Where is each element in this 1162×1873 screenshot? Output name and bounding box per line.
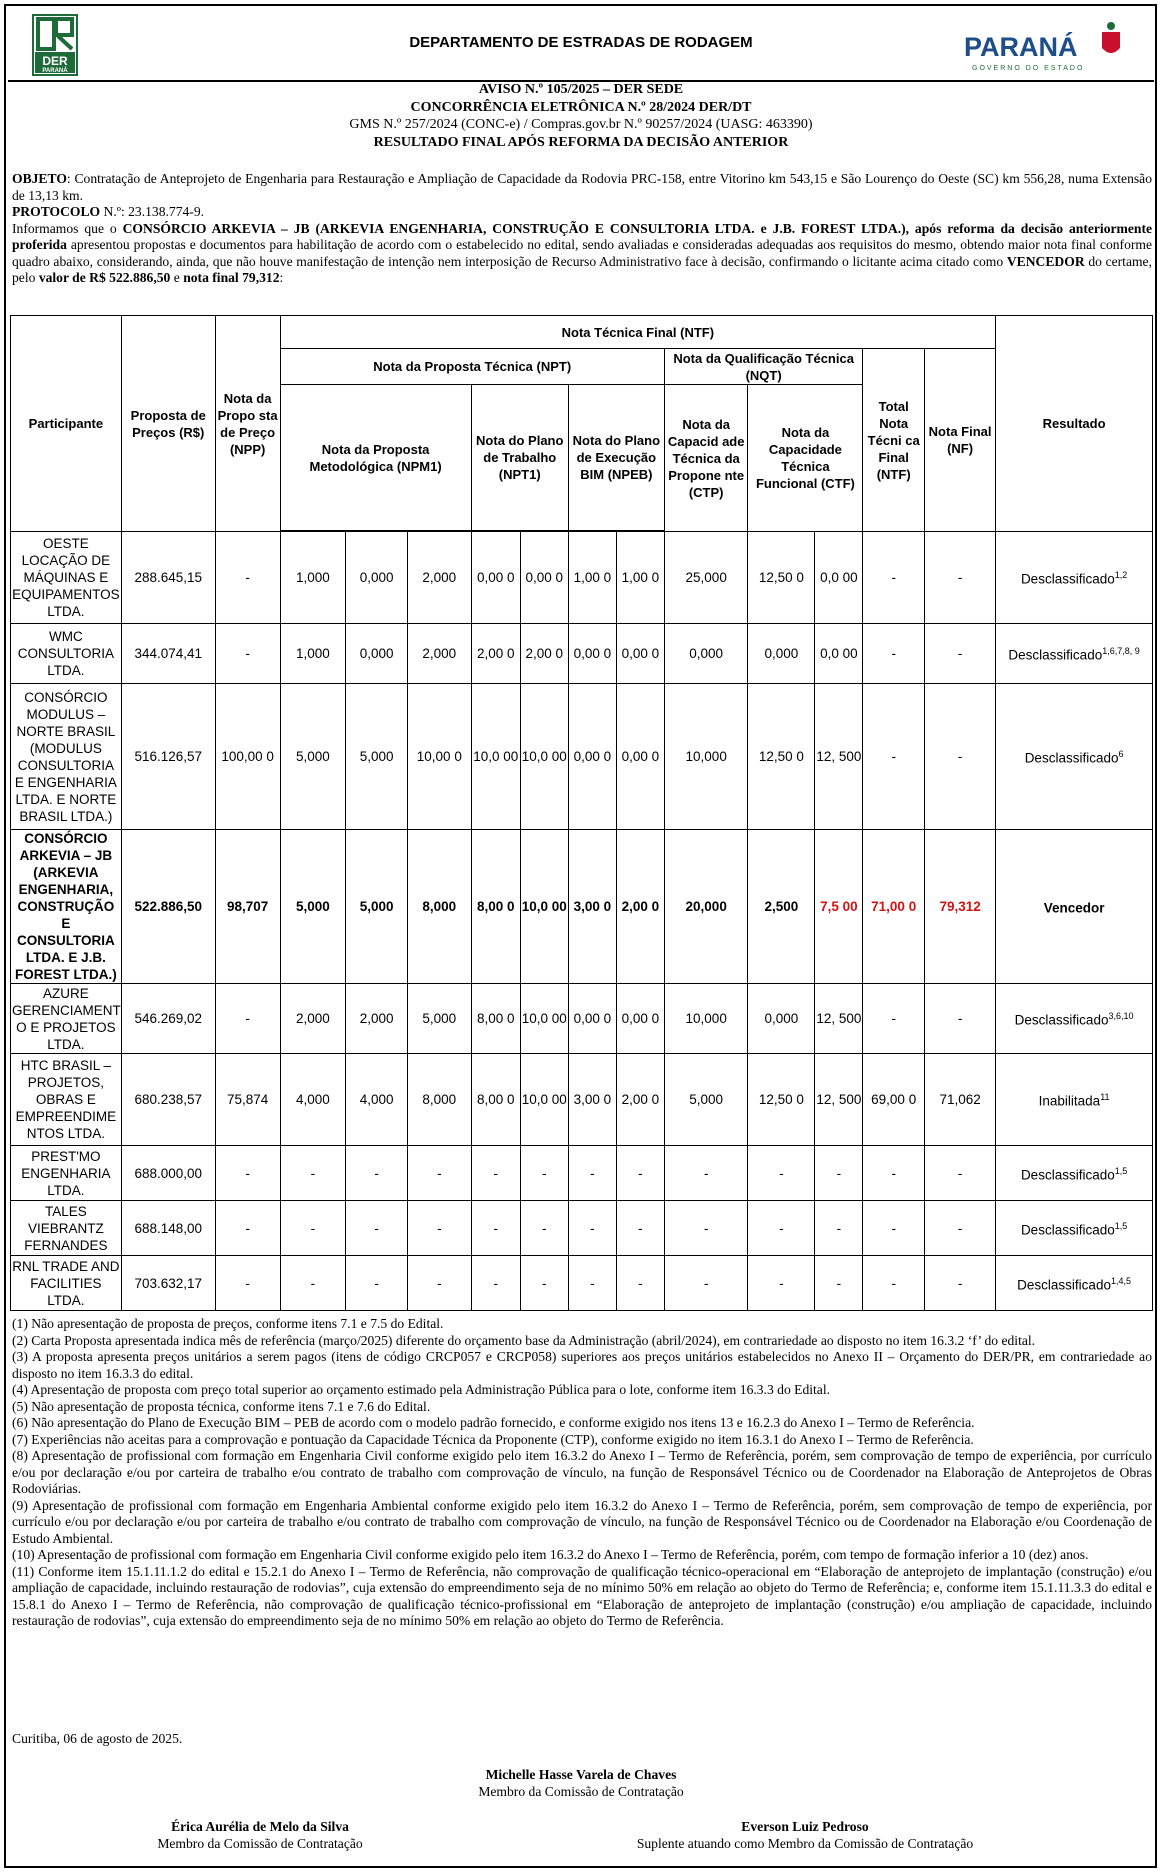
ctp-cell: 20,000 xyxy=(664,830,748,984)
npp-cell: - xyxy=(215,624,280,684)
price-cell: 522.886,50 xyxy=(121,830,215,984)
ctf-cell: 12, 500 xyxy=(815,984,863,1054)
protocolo-text: N.º: 23.138.774-9. xyxy=(100,204,205,219)
document-header xyxy=(8,8,1154,80)
table-row xyxy=(11,532,1153,624)
intro-text-part: Informamos que o xyxy=(12,220,123,236)
coat-of-arms-icon xyxy=(1102,22,1120,53)
ctp-cell: 10,000 xyxy=(664,684,748,830)
npt1-cell: 0,00 0 xyxy=(471,532,520,624)
protocolo-label: PROTOCOLO xyxy=(12,204,101,219)
npm1-cell: 5,000 xyxy=(346,684,408,830)
npm1-cell: 2,000 xyxy=(407,532,471,624)
intro-text-part: apresentou propostas e documentos para habilitação de acordo com o estabelecido no edital, sendo avaliadas e consideradas adequadas aos requisitos do mesmo, obtendo maior nota final conforme quadro abaixo, considerando, ainda, que não houve manifestação de intenção nem interposição de Recurso Administrativo face à decisão, confirmando o licitante acima citado como xyxy=(12,237,1152,269)
price-cell: 680.238,57 xyxy=(121,1054,215,1146)
notice-number: AVISO N.º 105/2025 – DER SEDE xyxy=(478,82,684,97)
footnote-ref: 1,5 xyxy=(1114,1220,1128,1231)
header-nqt-group: Nota da Qualificação Técnica (NQT) xyxy=(664,349,862,385)
npeb-cell: - xyxy=(616,1201,664,1256)
header-total-ntf: Total Nota Técni ca Final (NTF) xyxy=(863,349,925,532)
ctp-cell: - xyxy=(664,1201,748,1256)
nf-cell: - xyxy=(925,1201,996,1256)
npm1-cell: 1,000 xyxy=(280,532,346,624)
footnote: (6) Não apresentação do Plano de Execução BIM – PEB de acordo com o modelo padrão fornecido, e conforme exigido nos itens 13 e 16.2.3 do Anexo I – Termo de Referência. xyxy=(12,1415,975,1430)
npt1-cell: 10,0 00 xyxy=(520,984,568,1054)
footnote: (11) Conforme item 15.1.11.1.2 do edital e 15.2.1 do Anexo I – Termo de Referência, não comprovação de qualificação técnico-operacional em “Elaboração de anteprojeto de implantação (construção) e/ou ampliação de capacidade, incluindo restauração de rodovias”, cuja extensão do empreendimento seja de no mínimo 50% em relação ao objeto do Termo de Referência; e, conforme item 15.1.11.3.3 do edital e 15.8.1 do Anexo I – Termo de Referência, não comprovação de qualificação técnico-profissional em “Elaboração de anteprojeto de implantação (construção) e/ou ampliação de capacidade, incluindo restauração de rodovias”, cuja extensão do empreendimento seja de no mínimo 50% em relação ao objeto do Termo de Referência. xyxy=(12,1563,1152,1628)
npm1-cell: 2,000 xyxy=(280,984,346,1054)
result-paragraph xyxy=(12,221,1152,287)
npt1-cell: 8,00 0 xyxy=(471,830,520,984)
table-row xyxy=(11,684,1153,830)
npeb-cell: 0,00 0 xyxy=(616,624,664,684)
npp-cell: - xyxy=(215,1201,280,1256)
npm1-cell: 8,000 xyxy=(407,1054,471,1146)
result-label: Desclassificado xyxy=(1020,1167,1115,1183)
signatory-role: Membro da Comissão de Contratação xyxy=(157,1836,363,1851)
ctf-cell: 0,000 xyxy=(748,624,815,684)
npm1-cell: 5,000 xyxy=(280,830,346,984)
ctp-cell: - xyxy=(664,1256,748,1311)
price-cell: 344.074,41 xyxy=(121,624,215,684)
price-cell: 703.632,17 xyxy=(121,1256,215,1311)
footnote: (9) Apresentação de profissional com formação em Engenharia Ambiental conforme exigido pelo item 16.3.2 do Anexo I – Termo de Referência, porém, sem comprovação de tempo de experiência, por currículo e/ou por declaração e/ou por carteira de trabalho e/ou contrato de trabalho com comprovação de vínculo, na função de Responsável Técnico ou de Coordenador na Elaboração e/ou Coordenação de Estudo Ambiental. xyxy=(12,1497,1152,1546)
ntf-cell: - xyxy=(863,1146,925,1201)
npeb-cell: 0,00 0 xyxy=(616,984,664,1054)
parana-logo xyxy=(964,18,1124,74)
npm1-cell: 4,000 xyxy=(346,1054,408,1146)
result-label: Desclassificado xyxy=(1020,1222,1115,1238)
intro-text-part: do certame, pelo xyxy=(12,253,1152,285)
npm1-cell: - xyxy=(280,1256,346,1311)
result-cell xyxy=(996,1201,1153,1256)
footnote: (4) Apresentação de proposta com preço total superior ao orçamento estimado pela Administração Pública para o lote, conforme item 16.3.3 do Edital. xyxy=(12,1382,831,1397)
npeb-cell: 3,00 0 xyxy=(568,830,616,984)
ntf-cell: - xyxy=(863,684,925,830)
npm1-cell: - xyxy=(407,1201,471,1256)
npeb-cell: 3,00 0 xyxy=(568,1054,616,1146)
npp-cell: - xyxy=(215,1256,280,1311)
npm1-cell: 2,000 xyxy=(407,624,471,684)
result-cell xyxy=(996,1054,1153,1146)
winner-name: CONSÓRCIO ARKEVIA – JB (ARKEVIA ENGENHARIA, CONSTRUÇÃO E CONSULTORIA LTDA. e J.B. FOREST LTDA.), após reforma da decisão anteriormente proferida xyxy=(12,220,1153,252)
npt1-cell: 8,00 0 xyxy=(471,1054,520,1146)
footnote-ref: 1,4,5 xyxy=(1110,1275,1131,1286)
npt1-cell: 10,0 00 xyxy=(520,1054,568,1146)
tender-number: CONCORRÊNCIA ELETRÔNICA N.º 28/2024 DER/DT xyxy=(410,99,752,115)
npm1-cell: 5,000 xyxy=(280,684,346,830)
ctf-cell: 12,50 0 xyxy=(748,1054,815,1146)
participant-cell: HTC BRASIL – PROJETOS, OBRAS E EMPREENDIME NTOS LTDA. xyxy=(11,1054,122,1146)
document-date: Curitiba, 06 de agosto de 2025. xyxy=(12,1731,183,1746)
footnote-ref: 3,6,10 xyxy=(1108,1011,1134,1022)
results-body xyxy=(11,532,1153,1311)
intro-text-part: : xyxy=(279,270,284,285)
npm1-cell: 4,000 xyxy=(280,1054,346,1146)
header-npeb: Nota do Plano de Execução BIM (NPEB) xyxy=(568,385,664,531)
protocolo-paragraph xyxy=(12,204,1152,221)
nf-cell: - xyxy=(925,1146,996,1201)
header-npt-group: Nota da Proposta Técnica (NPT) xyxy=(280,349,664,385)
objeto-text: : Contratação de Anteprojeto de Engenharia para Restauração e Ampliação de Capacidade da Rodovia PRC-158, entre Vitorino km 543,15 e São Lourenço do Oeste (SC) km 556,28, numa Extensão de 13,13 km. xyxy=(12,171,1152,203)
footnote-ref: 1,5 xyxy=(1114,1165,1128,1176)
npp-cell: 75,874 xyxy=(215,1054,280,1146)
npt1-cell: - xyxy=(471,1146,520,1201)
ntf-cell: - xyxy=(863,984,925,1054)
nf-cell: 79,312 xyxy=(925,830,996,984)
npt1-cell: 2,00 0 xyxy=(520,624,568,684)
table-row xyxy=(11,624,1153,684)
parana-logo-subtext: GOVERNO DO ESTADO xyxy=(972,65,1085,72)
parana-logo-text: PARANÁ xyxy=(964,32,1078,62)
table-row xyxy=(11,1201,1153,1256)
der-logo-text: DER xyxy=(42,54,68,68)
npt1-cell: - xyxy=(520,1146,568,1201)
notice-titles xyxy=(8,81,1154,151)
npt1-cell: - xyxy=(471,1201,520,1256)
npm1-cell: - xyxy=(346,1256,408,1311)
result-cell xyxy=(996,984,1153,1054)
result-label: Desclassificado xyxy=(1008,647,1103,663)
npt1-cell: 10,0 00 xyxy=(520,684,568,830)
npm1-cell: - xyxy=(346,1201,408,1256)
signatory-name: Everson Luiz Pedroso xyxy=(741,1819,869,1834)
npm1-cell: 2,000 xyxy=(346,984,408,1054)
table-row xyxy=(11,1146,1153,1201)
nf-cell: 71,062 xyxy=(925,1054,996,1146)
signatory-role: Membro da Comissão de Contratação xyxy=(478,1784,684,1799)
signatory-role: Suplente atuando como Membro da Comissão de Contratação xyxy=(636,1836,974,1851)
table-row xyxy=(11,984,1153,1054)
ctf-cell: 12,50 0 xyxy=(748,532,815,624)
footnote: (3) A proposta apresenta preços unitários a serem pagos (itens de código CRCP057 e CRCP058) superiores aos preços unitários estabelecidos no Anexo II – Orçamento do DER/PR, em contrariedade ao disposto no item 16.3.3 do edital. xyxy=(12,1349,1152,1381)
winning-value: valor de R$ 522.886,50 xyxy=(38,270,171,285)
ctp-cell: 5,000 xyxy=(664,1054,748,1146)
signature-block xyxy=(331,1766,831,1800)
ctp-cell: 0,000 xyxy=(664,624,748,684)
ctf-cell: - xyxy=(748,1146,815,1201)
npp-cell: - xyxy=(215,532,280,624)
header-proposta: Proposta de Preços (R$) xyxy=(121,316,215,532)
npt1-cell: - xyxy=(520,1256,568,1311)
nf-cell: - xyxy=(925,532,996,624)
participant-cell: RNL TRADE AND FACILITIES LTDA. xyxy=(11,1256,122,1311)
objeto-label: OBJETO xyxy=(12,171,67,186)
footnote: (5) Não apresentação de proposta técnica, conforme itens 7.1 e 7.6 do Edital. xyxy=(12,1398,431,1414)
ctp-cell: - xyxy=(664,1146,748,1201)
npeb-cell: - xyxy=(568,1201,616,1256)
npeb-cell: - xyxy=(616,1256,664,1311)
npm1-cell: 0,000 xyxy=(346,624,408,684)
ctf-cell: 7,5 00 xyxy=(815,830,863,984)
npt1-cell: 8,00 0 xyxy=(471,984,520,1054)
npp-cell: 100,00 0 xyxy=(215,684,280,830)
npt1-cell: 10,0 00 xyxy=(471,684,520,830)
footnote-ref: 1,2 xyxy=(1114,570,1128,581)
department-title: DEPARTAMENTO DE ESTRADAS DE RODAGEM xyxy=(409,34,753,51)
footnote-ref: 11 xyxy=(1100,1092,1110,1103)
nf-cell: - xyxy=(925,684,996,830)
npt1-cell: 10,0 00 xyxy=(520,830,568,984)
ctp-cell: 25,000 xyxy=(664,532,748,624)
npeb-cell: - xyxy=(568,1256,616,1311)
price-cell: 288.645,15 xyxy=(121,532,215,624)
npm1-cell: - xyxy=(280,1146,346,1201)
ctf-cell: 0,000 xyxy=(748,984,815,1054)
header-npt1: Nota do Plano de Trabalho (NPT1) xyxy=(471,385,568,531)
result-cell xyxy=(996,830,1153,984)
ctf-cell: 12,50 0 xyxy=(748,684,815,830)
participant-cell: CONSÓRCIO MODULUS – NORTE BRASIL (MODULUS CONSULTORIA E ENGENHARIA LTDA. E NORTE BRASIL LTDA.) xyxy=(11,684,122,830)
footnote: (8) Apresentação de profissional com formação em Engenharia Civil conforme exigido pelo item 16.3.2 do Anexo I – Termo de Referência, porém, sem comprovação de tempo de experiência, por currículo e/ou por declaração e/ou por carteira de trabalho e/ou contrato de trabalho com comprovação de vínculo, na função de Responsável Técnico ou de Coordenador na Elaboração de Anteprojetos de Obras Rodoviárias. xyxy=(12,1448,1152,1496)
result-cell xyxy=(996,1146,1153,1201)
winner-label: VENCEDOR xyxy=(1006,253,1085,269)
participant-cell: OESTE LOCAÇÃO DE MÁQUINAS E EQUIPAMENTOS LTDA. xyxy=(11,532,122,624)
npeb-cell: 0,00 0 xyxy=(616,684,664,830)
footnote-ref: 1,6,7,8, 9 xyxy=(1102,646,1140,657)
result-label: Inabilitada xyxy=(1038,1093,1101,1109)
ctf-cell: 12, 500 xyxy=(815,684,863,830)
ntf-cell: - xyxy=(863,1201,925,1256)
table-row xyxy=(11,830,1153,984)
header-ntf-group: Nota Técnica Final (NTF) xyxy=(280,316,996,349)
result-cell xyxy=(996,624,1153,684)
result-title: RESULTADO FINAL APÓS REFORMA DA DECISÃO ANTERIOR xyxy=(373,134,789,150)
npeb-cell: 0,00 0 xyxy=(568,984,616,1054)
result-label: Desclassificado xyxy=(1024,750,1119,766)
npm1-cell: 1,000 xyxy=(280,624,346,684)
result-cell xyxy=(996,684,1153,830)
table-row xyxy=(11,1256,1153,1311)
npm1-cell: - xyxy=(407,1256,471,1311)
result-label: Desclassificado xyxy=(1020,571,1115,587)
participant-cell: AZURE GERENCIAMENT O E PROJETOS LTDA. xyxy=(12,985,121,1052)
result-label: Vencedor xyxy=(1043,900,1105,916)
header-ctf: Nota da Capacidade Técnica Funcional (CTF) xyxy=(748,385,863,532)
result-cell xyxy=(996,532,1153,624)
results-table xyxy=(10,315,1153,1311)
signatory-name: Érica Aurélia de Melo da Silva xyxy=(171,1819,349,1834)
npt1-cell: 2,00 0 xyxy=(471,624,520,684)
ctf-cell: - xyxy=(748,1256,815,1311)
npm1-cell: 5,000 xyxy=(407,984,471,1054)
result-label: Desclassificado xyxy=(1014,1012,1109,1028)
npeb-cell: - xyxy=(568,1146,616,1201)
price-cell: 688.148,00 xyxy=(121,1201,215,1256)
npm1-cell: 0,000 xyxy=(346,532,408,624)
participant-cell: CONSÓRCIO ARKEVIA – JB (ARKEVIA ENGENHARIA, CONSTRUÇÃO E CONSULTORIA LTDA. E J.B. FOREST LTDA.) xyxy=(11,830,122,984)
ctf-cell: 2,500 xyxy=(748,830,815,984)
npm1-cell: 10,00 0 xyxy=(407,684,471,830)
intro-text xyxy=(12,171,1152,287)
intro-text-part: e xyxy=(170,270,184,285)
ntf-cell: - xyxy=(863,624,925,684)
price-cell: 546.269,02 xyxy=(121,984,215,1054)
npeb-cell: - xyxy=(616,1146,664,1201)
price-cell: 516.126,57 xyxy=(121,684,215,830)
price-cell: 688.000,00 xyxy=(121,1146,215,1201)
npt1-cell: - xyxy=(520,1201,568,1256)
ctf-cell: - xyxy=(815,1256,863,1311)
footnote: (7) Experiências não aceitas para a comprovação e pontuação da Capacidade Técnica da Proponente (CTP), conforme exigido no item 16.3.1 do Anexo I – Termo de Referência. xyxy=(12,1431,974,1447)
npm1-cell: 8,000 xyxy=(407,830,471,984)
footnote: (10) Apresentação de profissional com formação em Engenharia Civil conforme exigido pelo item 16.3.2 do Anexo I – Termo de Referência, porém, com tempo de formação inferior a 10 (dez) anos. xyxy=(12,1547,1089,1562)
npp-cell: 98,707 xyxy=(215,830,280,984)
npeb-cell: 0,00 0 xyxy=(568,684,616,830)
ctf-cell: - xyxy=(748,1201,815,1256)
header-participante: Participante xyxy=(11,316,122,532)
npp-cell: - xyxy=(215,1146,280,1201)
ctf-cell: 12, 500 xyxy=(815,1054,863,1146)
footnote: (2) Carta Proposta apresentada indica mês de referência (março/2025) diferente do orçamento base da Administração (abril/2024), em contrariedade ao disposto no item 16.3.2 ‘f’ do edital. xyxy=(12,1332,1036,1348)
gms-reference: GMS N.º 257/2024 (CONC-e) / Compras.gov.br N.º 90257/2024 (UASG: 463390) xyxy=(349,117,813,132)
npm1-cell: 5,000 xyxy=(346,830,408,984)
npeb-cell: 0,00 0 xyxy=(568,624,616,684)
participant-cell: WMC CONSULTORIA LTDA. xyxy=(11,624,122,684)
npt1-cell: 0,00 0 xyxy=(520,532,568,624)
header-resultado: Resultado xyxy=(996,316,1153,532)
ctf-cell: 0,0 00 xyxy=(815,532,863,624)
header-npp: Nota da Propo sta de Preço (NPP) xyxy=(215,316,280,532)
table-row xyxy=(11,1054,1153,1146)
npeb-cell: 2,00 0 xyxy=(616,830,664,984)
ctp-cell: 10,000 xyxy=(664,984,748,1054)
header-npm1: Nota da Proposta Metodológica (NPM1) xyxy=(280,385,471,531)
ntf-cell: 71,00 0 xyxy=(863,830,925,984)
winning-score: nota final 79,312 xyxy=(183,270,280,285)
header-nf: Nota Final (NF) xyxy=(925,349,996,532)
objeto-paragraph xyxy=(12,171,1152,204)
ctf-cell: 0,0 00 xyxy=(815,624,863,684)
ntf-cell: 69,00 0 xyxy=(863,1054,925,1146)
participant-cell: TALES VIEBRANTZ FERNANDES xyxy=(11,1201,122,1256)
footnote-ref: 6 xyxy=(1118,749,1124,760)
header-ctp: Nota da Capacid ade Técnica da Propone nte (CTP) xyxy=(664,385,748,532)
npm1-cell: - xyxy=(407,1146,471,1201)
npm1-cell: - xyxy=(346,1146,408,1201)
npp-cell: - xyxy=(215,984,280,1054)
npeb-cell: 1,00 0 xyxy=(568,532,616,624)
result-label: Desclassificado xyxy=(1017,1277,1111,1293)
nf-cell: - xyxy=(925,624,996,684)
nf-cell: - xyxy=(925,1256,996,1311)
ntf-cell: - xyxy=(863,1256,925,1311)
ctf-cell: - xyxy=(815,1146,863,1201)
ntf-cell: - xyxy=(863,532,925,624)
signatory-name: Michelle Hasse Varela de Chaves xyxy=(485,1767,677,1782)
npeb-cell: 1,00 0 xyxy=(616,532,664,624)
signature-block xyxy=(580,1818,1030,1852)
npm1-cell: - xyxy=(280,1201,346,1256)
der-logo-subtext: PARANÁ xyxy=(42,68,68,74)
result-cell xyxy=(996,1256,1153,1311)
participant-cell: PREST'MO ENGENHARIA LTDA. xyxy=(11,1146,122,1201)
footnote: (1) Não apresentação de proposta de preços, conforme itens 7.1 e 7.5 do Edital. xyxy=(12,1316,444,1331)
ctf-cell: - xyxy=(815,1201,863,1256)
signature-block xyxy=(60,1818,460,1852)
nf-cell: - xyxy=(925,984,996,1054)
npt1-cell: - xyxy=(471,1256,520,1311)
npeb-cell: 2,00 0 xyxy=(616,1054,664,1146)
footnotes xyxy=(12,1316,1152,1630)
